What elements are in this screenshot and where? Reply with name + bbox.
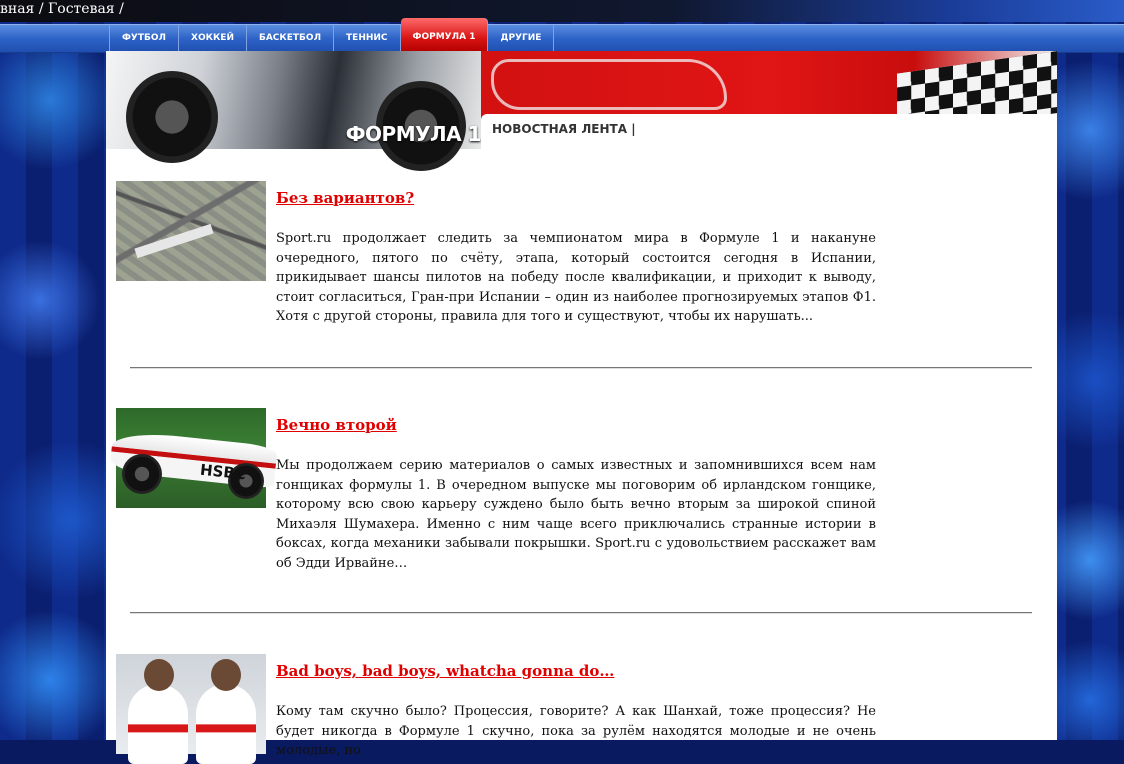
main-navigation xyxy=(0,24,1124,53)
section-title: ФОРМУЛА 1 xyxy=(345,122,481,146)
article-excerpt: Кому там скучно было? Процессия, говорите? А как Шанхай, тоже процессия? Не будет никогда в Формуле 1 скучно, пока за рулём находятся молодые и не очень молодые, но xyxy=(276,704,876,758)
article-thumbnail-drivers[interactable] xyxy=(116,654,266,754)
article-item xyxy=(116,408,876,588)
article-divider xyxy=(130,612,1032,614)
nav-item-football[interactable]: ФУТБОЛ xyxy=(110,25,179,52)
article-excerpt: Sport.ru продолжает следить за чемпионатом мира в Формуле 1 и накануне очередного, пятого по счёту, этапа, который состоится сегодня в Испании, прикидывает шансы пилотов на победу после квалификации, и приходит к выводу, стоит согласиться, Гран-при Испании – один из наиболее прогнозируемых этапов Ф1. Хотя с другой стороны, правила для того и существуют, чтобы их нарушать... xyxy=(276,231,876,324)
nav-item-tennis[interactable]: ТЕННИС xyxy=(334,25,401,52)
article-thumbnail-circuit[interactable] xyxy=(116,181,266,281)
section-banner xyxy=(106,51,1057,149)
article-divider xyxy=(130,367,1032,369)
nav-item-basketball[interactable]: БАСКЕТБОЛ xyxy=(247,25,334,52)
article-title-link[interactable]: Bad boys, bad boys, whatcha gonna do… xyxy=(276,662,615,680)
nav-item-hockey[interactable]: ХОККЕЙ xyxy=(179,25,247,52)
news-feed-tab[interactable] xyxy=(481,114,1057,149)
article-item xyxy=(116,181,876,341)
top-bar xyxy=(0,0,1124,22)
article-title-link[interactable]: Вечно второй xyxy=(276,416,397,434)
article-thumbnail-car[interactable] xyxy=(116,408,266,508)
article-title-link[interactable]: Без вариантов? xyxy=(276,189,415,207)
nav-item-formula1[interactable]: ФОРМУЛА 1 xyxy=(401,18,489,52)
track-map-image xyxy=(491,59,727,110)
car-sponsor-label: HSBC xyxy=(199,460,247,484)
article-excerpt: Мы продолжаем серию материалов о самых известных и запомнившихся всем нам гонщиках формулы 1. В очередном выпуске мы поговорим об ирландском гонщике, которому всю свою карьеру суждено было быть вечно вторым за широкой спиной Михаэля Шумахера. Именно с ним чаще всего приключались странные истории в боксах, когда механики забывали покрышки. Sport.ru с удовольствием расскажет вам об Эдди Ирвайне… xyxy=(276,458,876,571)
nav-item-other[interactable]: ДРУГИЕ xyxy=(488,25,554,52)
news-feed-tab-label: НОВОСТНАЯ ЛЕНТА | xyxy=(492,122,636,136)
article-item xyxy=(116,654,876,758)
breadcrumb: вная / Гостевая / xyxy=(0,1,124,17)
main-content xyxy=(106,51,1057,758)
